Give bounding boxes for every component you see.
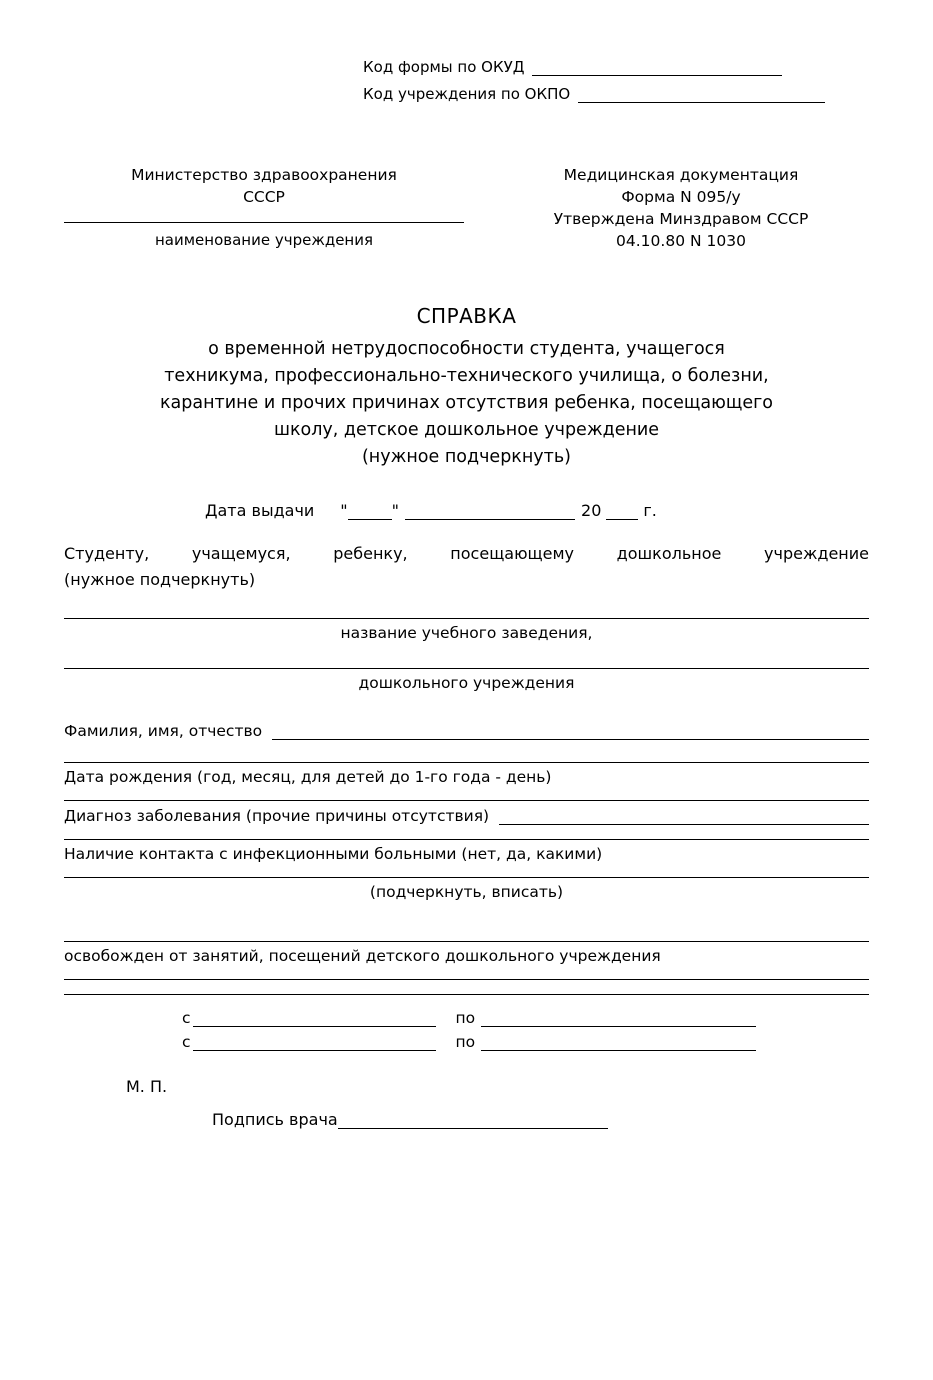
contact-label: Наличие контакта с инфекционными больными (нет, да, какими) — [64, 845, 603, 863]
signature-input[interactable] — [338, 1113, 608, 1129]
header-left-column — [64, 164, 464, 252]
ministry-line-1: Министерство здравоохранения — [131, 166, 397, 184]
diagnosis-input[interactable] — [499, 809, 869, 825]
title-block — [0, 304, 933, 471]
contact-input[interactable] — [64, 877, 869, 878]
title-subline-1: о временной нетрудоспособности студента, учащегося — [208, 339, 725, 359]
title-underline-note: (нужное подчеркнуть) — [361, 447, 572, 467]
ministry-line-2: СССР — [243, 188, 285, 206]
document-body — [0, 542, 933, 1129]
full-name-input[interactable] — [272, 724, 869, 740]
code-row-okpo — [363, 85, 825, 103]
period-from-input-1[interactable] — [193, 1011, 436, 1027]
form-codes-block — [0, 58, 933, 112]
period-from-label-1: с — [182, 1009, 191, 1027]
recipient-paragraph: Студенту, учащемуся, ребенку, посещающему дошкольное учреждение — [64, 544, 869, 563]
doc-type-line: Медицинская документация — [563, 166, 799, 184]
issue-year-prefix: 20 — [581, 501, 602, 520]
full-name-label: Фамилия, имя, отчество — [64, 722, 263, 740]
issue-day-input[interactable] — [348, 504, 392, 520]
title-subline-4: школу, детское дошкольное учреждение — [273, 420, 660, 440]
document-page — [0, 58, 933, 1380]
code-value-okpo[interactable] — [578, 87, 825, 103]
stamp-place-label: М. П. — [126, 1077, 168, 1096]
period-row-2 — [182, 1033, 869, 1051]
diagnosis-upper-rule — [64, 800, 869, 801]
period-to-label-1: по — [455, 1009, 476, 1027]
birth-date-input[interactable] — [64, 762, 869, 763]
period-to-input-2[interactable] — [481, 1035, 756, 1051]
birth-date-label: Дата рождения (год, месяц, для детей до 1-го года - день) — [64, 768, 552, 786]
issue-year-suffix: г. — [643, 501, 657, 520]
approval-date-line: 04.10.80 N 1030 — [616, 232, 746, 250]
form-number-line: Форма N 095/у — [621, 188, 741, 206]
header-right-column — [516, 164, 846, 252]
period-from-input-2[interactable] — [193, 1035, 436, 1051]
signature-label: Подпись врача — [212, 1110, 338, 1129]
institution-name-caption: наименование учреждения — [154, 231, 374, 249]
quote-open: " — [340, 501, 348, 520]
exemption-label: освобожден от занятий, посещений детского дошкольного учреждения — [64, 947, 661, 965]
institution-name-field[interactable] — [64, 221, 464, 223]
signature-row — [64, 1110, 869, 1129]
school-name-input[interactable] — [64, 618, 869, 619]
document-header — [0, 164, 933, 252]
diagnosis-row — [64, 807, 869, 825]
period-to-label-2: по — [455, 1033, 476, 1051]
diagnosis-label: Диагноз заболевания (прочие причины отсутствия) — [64, 807, 490, 825]
preschool-name-input[interactable] — [64, 668, 869, 669]
code-row-okud — [363, 58, 782, 76]
page-title: СПРАВКА — [416, 304, 517, 328]
period-row-1 — [182, 1009, 869, 1027]
quote-close: " — [391, 501, 400, 520]
periods-block — [64, 1009, 869, 1051]
full-name-row — [64, 722, 869, 740]
issue-year-input[interactable] — [606, 504, 638, 520]
school-name-caption: название учебного заведения, — [340, 624, 593, 642]
code-value-okud[interactable] — [532, 60, 782, 76]
preschool-name-caption: дошкольного учреждения — [358, 674, 575, 692]
issue-date-label: Дата выдачи — [205, 501, 315, 520]
contact-caption: (подчеркнуть, вписать) — [369, 883, 564, 901]
exemption-input-1[interactable] — [64, 979, 869, 980]
period-to-input-1[interactable] — [481, 1011, 756, 1027]
exemption-upper-rule — [64, 941, 869, 942]
contact-upper-rule — [64, 839, 869, 840]
code-label-okpo: Код учреждения по ОКПО — [363, 85, 571, 103]
title-subline-3: карантине и прочих причинах отсутствия ребенка, посещающего — [159, 393, 774, 413]
issue-month-input[interactable] — [405, 504, 575, 520]
period-from-label-2: с — [182, 1033, 191, 1051]
issue-date-row — [0, 501, 933, 520]
code-label-okud: Код формы по ОКУД — [363, 58, 525, 76]
approved-by-line: Утверждена Минздравом СССР — [553, 210, 809, 228]
recipient-underline-note: (нужное подчеркнуть) — [64, 570, 256, 589]
title-subline-2: техникума, профессионально-технического училища, о болезни, — [164, 366, 769, 386]
exemption-input-2[interactable] — [64, 994, 869, 995]
